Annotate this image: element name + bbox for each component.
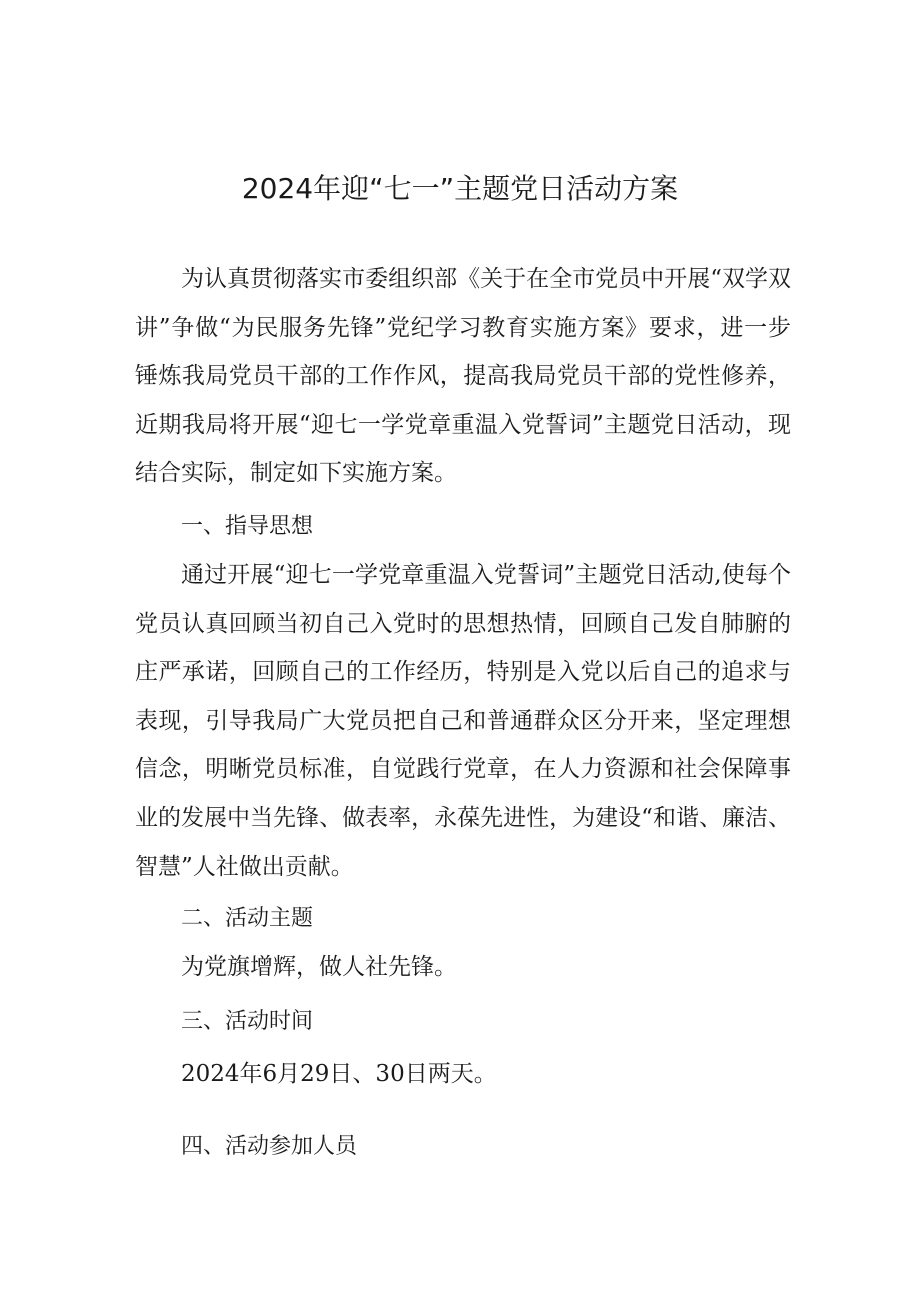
section-heading-participants: 四、活动参加人员 [181,1134,358,1159]
section-body-activity-time: 2024年6月29日、30日两天。 [181,1061,497,1087]
section-body-activity-theme: 为党旗增辉，做人社先锋。 [181,954,457,980]
intro-paragraph: 为认真贯彻落实市委组织部《关于在全市党员中开展“双学双讲”争做“为民服务先锋”党纪学习教育实施方案》要求，进一步锤炼我局党员干部的工作作风，提高我局党员干部的党性修养，近期我局将开展“迎七一学党章重温入党誓词”主题党日活动，现结合实际，制定如下实施方案。 [135,266,791,487]
section-heading-activity-time: 三、活动时间 [181,1009,314,1034]
section-heading-guiding-ideology: 一、指导思想 [181,514,314,539]
section-heading-activity-theme: 二、活动主题 [181,906,314,931]
document-title: 2024年迎“七一”主题党日活动方案 [241,172,679,205]
section-body-guiding-ideology: 通过开展“迎七一学党章重温入党誓词”主题党日活动,使每个党员认真回顾当初自己入党时的思想热情，回顾自己发自肺腑的庄严承诺，回顾自己的工作经历，特别是入党以后自己的追求与表现，引导我局广大党员把自己和普通群众区分开来，坚定理想信念，明晰党员标准，自觉践行党章，在人力资源和社会保障事业的发展中当先锋、做表率，永葆先进性，为建设“和谐、廉洁、智慧”人社做出贡献。 [135,562,791,880]
